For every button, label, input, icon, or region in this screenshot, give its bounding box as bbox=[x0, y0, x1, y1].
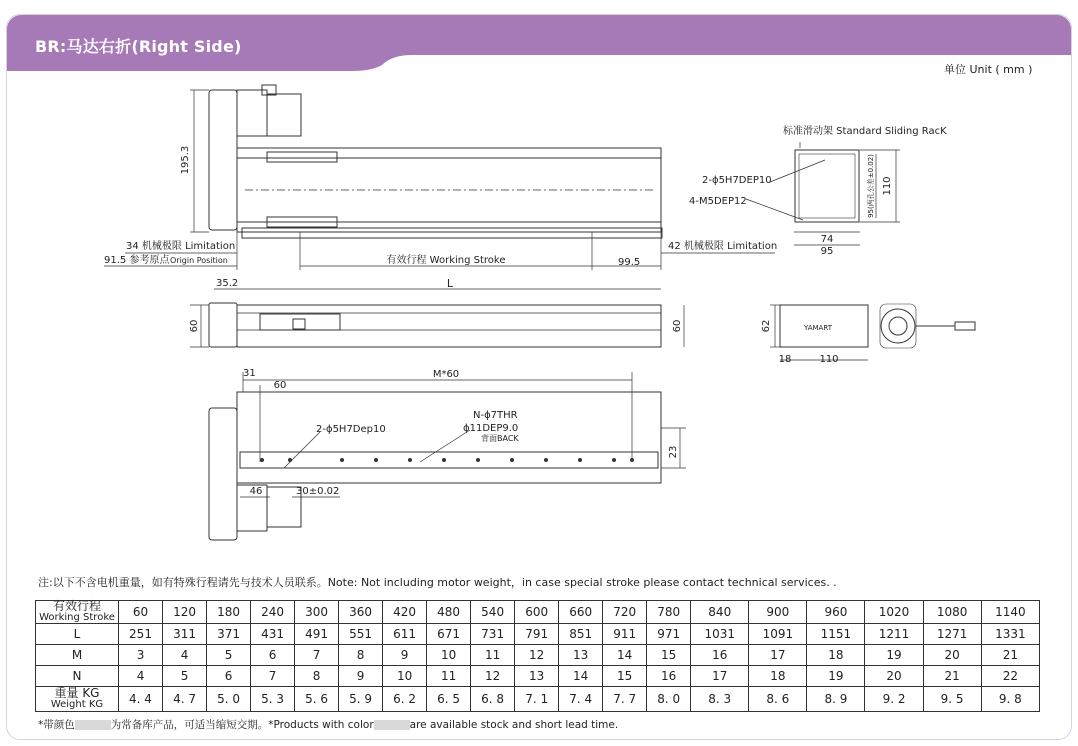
table-cell: 13 bbox=[515, 666, 559, 687]
table-cell: 791 bbox=[515, 624, 559, 645]
dep-11-label: ϕ11DEP9.0 bbox=[463, 423, 519, 434]
header-weight-cn: 重量 KG bbox=[54, 686, 100, 700]
sliding-rack-label: 标准滑动架 Standard Sliding RacK bbox=[783, 126, 947, 137]
hole-5h7-b-label: 2-ϕ5H7Dep10 bbox=[316, 424, 386, 435]
table-cell: 5 bbox=[207, 645, 251, 666]
back-label: 背面BACK bbox=[481, 434, 519, 443]
table-cell: 360 bbox=[339, 601, 383, 624]
table-cell: 3 bbox=[119, 645, 163, 666]
table-cell: 420 bbox=[383, 601, 427, 624]
table-cell: 431 bbox=[251, 624, 295, 645]
table-cell: 6. 8 bbox=[471, 687, 515, 712]
table-row-stroke bbox=[36, 601, 1040, 624]
dim-46: 46 bbox=[249, 486, 263, 497]
table-cell: 180 bbox=[207, 601, 251, 624]
table-cell: 491 bbox=[295, 624, 339, 645]
motor-end-view bbox=[770, 304, 975, 360]
slider-end-view bbox=[746, 142, 900, 245]
m5-label: 4-M5DEP12 bbox=[689, 196, 747, 207]
bottom-view bbox=[209, 372, 686, 540]
table-cell: 8. 6 bbox=[749, 687, 807, 712]
table-cell: 4 bbox=[119, 666, 163, 687]
table-cell: 5. 3 bbox=[251, 687, 295, 712]
dim-60-top: 60 bbox=[273, 380, 287, 391]
table-row-N bbox=[36, 666, 1040, 687]
table-cell: 960 bbox=[807, 601, 865, 624]
dim-L: L bbox=[446, 277, 454, 290]
table-cell: 971 bbox=[647, 624, 691, 645]
table-cell: 5. 9 bbox=[339, 687, 383, 712]
table-cell: 18 bbox=[807, 645, 865, 666]
header-N: N bbox=[36, 666, 119, 687]
table-row-M bbox=[36, 645, 1040, 666]
table-cell: 540 bbox=[471, 601, 515, 624]
brand-mark: YAMART bbox=[804, 324, 832, 332]
table-cell: 900 bbox=[749, 601, 807, 624]
table-cell: 7 bbox=[251, 666, 295, 687]
table-cell: 5. 0 bbox=[207, 687, 251, 712]
dim-110-v: 110 bbox=[882, 176, 893, 196]
table-cell: 19 bbox=[865, 645, 923, 666]
limit-left-label: 34 机械极限 Limitation bbox=[126, 241, 236, 252]
table-cell: 10 bbox=[427, 645, 471, 666]
table-cell: 1211 bbox=[865, 624, 923, 645]
table-cell: 21 bbox=[981, 645, 1039, 666]
table-cell: 13 bbox=[559, 645, 603, 666]
header-weight-en: Weight KG bbox=[50, 699, 104, 710]
dim-95-tol: 95(两孔公差±0.02) bbox=[867, 154, 875, 218]
table-cell: 6. 5 bbox=[427, 687, 471, 712]
table-cell: 8 bbox=[295, 666, 339, 687]
table-cell: 21 bbox=[923, 666, 981, 687]
side-view bbox=[190, 289, 684, 347]
table-cell: 7. 4 bbox=[559, 687, 603, 712]
table-cell: 9 bbox=[339, 666, 383, 687]
table-cell: 5 bbox=[163, 666, 207, 687]
table-cell: 9 bbox=[383, 645, 427, 666]
table-cell: 1331 bbox=[981, 624, 1039, 645]
table-row-weight bbox=[36, 687, 1040, 712]
table-cell: 8 bbox=[339, 645, 383, 666]
stock-color-swatch bbox=[75, 720, 111, 730]
hole-5h7-label: 2-ϕ5H7DEP10 bbox=[702, 175, 772, 186]
dim-95: 95 bbox=[820, 246, 834, 257]
table-cell: 1091 bbox=[749, 624, 807, 645]
header-stroke bbox=[36, 601, 119, 624]
table-cell: 17 bbox=[749, 645, 807, 666]
working-stroke-label: 有效行程 Working Stroke bbox=[386, 255, 506, 266]
table-cell: 671 bbox=[427, 624, 471, 645]
table-cell: 12 bbox=[515, 645, 559, 666]
table-cell: 7 bbox=[295, 645, 339, 666]
table-cell: 9. 2 bbox=[865, 687, 923, 712]
mount-holes bbox=[260, 458, 634, 462]
table-cell: 611 bbox=[383, 624, 427, 645]
table-cell: 12 bbox=[471, 666, 515, 687]
table-cell: 1031 bbox=[691, 624, 749, 645]
table-cell: 840 bbox=[691, 601, 749, 624]
footer-prefix: *带颜色 bbox=[38, 719, 75, 731]
table-cell: 11 bbox=[427, 666, 471, 687]
table-cell: 6 bbox=[207, 666, 251, 687]
footer-suffix: are available stock and short lead time. bbox=[409, 719, 619, 731]
table-cell: 5. 6 bbox=[295, 687, 339, 712]
dim-110-h: 110 bbox=[819, 354, 839, 365]
table-cell: 22 bbox=[981, 666, 1039, 687]
dim-195-3: 195.3 bbox=[180, 145, 191, 175]
header-stroke-en: Working Stroke bbox=[39, 612, 115, 623]
header-L: L bbox=[36, 624, 119, 645]
table-cell: 16 bbox=[647, 666, 691, 687]
table-cell: 15 bbox=[603, 666, 647, 687]
table-cell: 251 bbox=[119, 624, 163, 645]
footer-middle: 为常备库产品，可适当缩短交期。*Products with color bbox=[110, 719, 374, 731]
table-cell: 20 bbox=[865, 666, 923, 687]
table-cell: 240 bbox=[251, 601, 295, 624]
table-cell: 7. 1 bbox=[515, 687, 559, 712]
table-cell: 660 bbox=[559, 601, 603, 624]
origin-label: 91.5 参考原点 bbox=[104, 255, 170, 266]
dim-18: 18 bbox=[778, 354, 792, 365]
header-weight bbox=[36, 687, 119, 712]
table-cell: 7. 7 bbox=[603, 687, 647, 712]
table-cell: 6. 2 bbox=[383, 687, 427, 712]
table-cell: 600 bbox=[515, 601, 559, 624]
table-cell: 371 bbox=[207, 624, 251, 645]
dim-31: 31 bbox=[243, 368, 256, 379]
table-cell: 20 bbox=[923, 645, 981, 666]
unit-label: 单位 Unit ( mm ) bbox=[944, 63, 1033, 76]
table-cell: 780 bbox=[647, 601, 691, 624]
dim-74: 74 bbox=[820, 234, 834, 245]
table-cell: 14 bbox=[603, 645, 647, 666]
spec-table bbox=[35, 600, 1040, 712]
table-cell: 120 bbox=[163, 601, 207, 624]
table-cell: 60 bbox=[119, 601, 163, 624]
table-row-L bbox=[36, 624, 1040, 645]
table-cell: 551 bbox=[339, 624, 383, 645]
table-cell: 311 bbox=[163, 624, 207, 645]
note-text: 注:以下不含电机重量，如有特殊行程请先与技术人员联系。Note: Not including motor weight，in case special stroke please contact technical services. . bbox=[38, 576, 837, 589]
dim-60-left: 60 bbox=[189, 319, 200, 333]
header-stroke-cn: 有效行程 bbox=[52, 599, 101, 613]
table-cell: 6 bbox=[251, 645, 295, 666]
dim-35-2: 35.2 bbox=[216, 278, 239, 289]
limit-right-label: 42 机械极限 Limitation bbox=[668, 241, 778, 252]
origin-en-label: Origin Position bbox=[170, 256, 228, 265]
table-cell: 9. 8 bbox=[981, 687, 1039, 712]
n-thr-label: N-ϕ7THR bbox=[473, 410, 518, 421]
header-M: M bbox=[36, 645, 119, 666]
dim-60-right: 60 bbox=[672, 319, 683, 333]
table-cell: 720 bbox=[603, 601, 647, 624]
table-cell: 11 bbox=[471, 645, 515, 666]
table-cell: 1271 bbox=[923, 624, 981, 645]
table-cell: 1020 bbox=[865, 601, 923, 624]
header-title: BR:马达右折(Right Side) bbox=[35, 37, 242, 56]
dim-99-5: 99.5 bbox=[618, 257, 641, 268]
dim-23: 23 bbox=[668, 445, 679, 459]
table-cell: 15 bbox=[647, 645, 691, 666]
table-cell: 19 bbox=[807, 666, 865, 687]
table-cell: 18 bbox=[749, 666, 807, 687]
table-cell: 480 bbox=[427, 601, 471, 624]
table-cell: 17 bbox=[691, 666, 749, 687]
table-cell: 4 bbox=[163, 645, 207, 666]
table-cell: 1080 bbox=[923, 601, 981, 624]
table-cell: 8. 9 bbox=[807, 687, 865, 712]
stock-color-swatch-2 bbox=[374, 720, 410, 730]
dim-30: 30±0.02 bbox=[296, 486, 340, 497]
footer-note bbox=[38, 717, 618, 732]
table-cell: 14 bbox=[559, 666, 603, 687]
table-cell: 731 bbox=[471, 624, 515, 645]
table-cell: 300 bbox=[295, 601, 339, 624]
table-cell: 1140 bbox=[981, 601, 1039, 624]
table-cell: 16 bbox=[691, 645, 749, 666]
table-cell: 8. 3 bbox=[691, 687, 749, 712]
table-cell: 911 bbox=[603, 624, 647, 645]
table-cell: 10 bbox=[383, 666, 427, 687]
dim-M60: M*60 bbox=[432, 369, 460, 380]
table-cell: 4. 4 bbox=[119, 687, 163, 712]
table-cell: 1151 bbox=[807, 624, 865, 645]
dim-62: 62 bbox=[761, 319, 772, 333]
table-cell: 4. 7 bbox=[163, 687, 207, 712]
table-cell: 8. 0 bbox=[647, 687, 691, 712]
table-cell: 9. 5 bbox=[923, 687, 981, 712]
table-cell: 851 bbox=[559, 624, 603, 645]
